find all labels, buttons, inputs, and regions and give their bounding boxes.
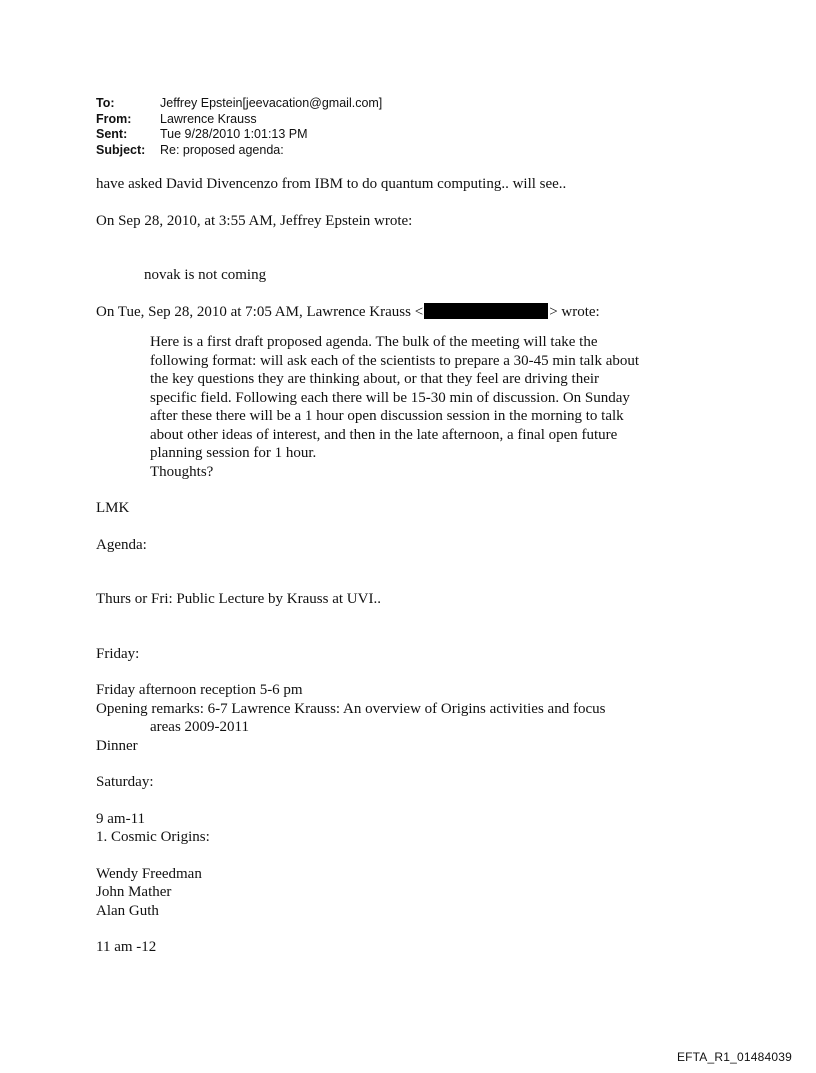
speaker-name: Wendy Freedman — [96, 865, 202, 882]
slot1-time: 9 am-11 — [96, 810, 146, 827]
slot1-title: 1. Cosmic Origins: — [96, 829, 210, 845]
speaker-name: Alan Guth — [96, 902, 159, 919]
quote2-line: planning session for 1 hour. — [150, 445, 317, 461]
sent-row — [96, 127, 382, 143]
quote2-line: following format: will ask each of the scientists to prepare a 30-45 min talk about — [150, 352, 640, 369]
quote2-attr-after: > wrote: — [549, 303, 600, 320]
quote1-text: novak is not coming — [144, 267, 267, 283]
sent-label: Sent: — [96, 127, 128, 141]
redaction-box — [424, 303, 548, 319]
to-label: To: — [96, 96, 115, 110]
to-row — [96, 96, 382, 112]
slot2-time: 11 am -12 — [96, 939, 157, 955]
opening-remarks: Opening remarks: 6-7 Lawrence Krauss: An overview of Origins activities and focus — [96, 700, 606, 717]
speaker-list — [96, 865, 696, 921]
quote1-attribution: On Sep 28, 2010, at 3:55 AM, Jeffrey Epstein wrote: — [96, 212, 413, 229]
quote2-line: Thoughts? — [150, 463, 214, 480]
from-value: Lawrence Krauss — [160, 111, 257, 126]
from-row — [96, 112, 382, 128]
agenda-heading: Agenda: — [96, 536, 147, 553]
subject-label: Subject: — [96, 142, 146, 157]
quote2-line: Here is a first draft proposed agenda. The bulk of the meeting will take the — [150, 334, 598, 350]
speaker-name: John Mather — [96, 884, 172, 900]
quote2-text — [96, 333, 696, 481]
quote2-line: about other ideas of interest, and then in the late afternoon, a final open future — [150, 426, 618, 443]
signature: LMK — [96, 500, 130, 516]
subject-value: Re: proposed agenda: — [160, 142, 284, 157]
document-id: EFTA_R1_01484039 — [676, 1050, 792, 1064]
opening-remarks-cont: areas 2009-2011 — [150, 719, 249, 735]
subject-row — [96, 143, 382, 159]
sent-value: Tue 9/28/2010 1:01:13 PM — [160, 127, 308, 141]
saturday-heading: Saturday: — [96, 774, 154, 790]
email-header — [96, 96, 382, 158]
email-body — [96, 175, 696, 957]
to-value: Jeffrey Epstein[jeevacation@gmail.com] — [160, 96, 383, 110]
quote2-attribution — [96, 303, 696, 322]
friday-heading: Friday: — [96, 645, 140, 662]
quote2-attr-before: On Tue, Sep 28, 2010 at 7:05 AM, Lawrence Krauss < — [96, 303, 424, 320]
friday-reception: Friday afternoon reception 5-6 pm — [96, 682, 303, 698]
from-label: From: — [96, 111, 132, 126]
public-lecture: Thurs or Fri: Public Lecture by Krauss at UVI.. — [96, 591, 381, 607]
quote2-line: specific field. Following each there will be 15-30 min of discussion. On Sunday — [150, 389, 630, 406]
reply-text: have asked David Divencenzo from IBM to do quantum computing.. will see.. — [96, 176, 567, 192]
quote2-line: the key questions they are thinking about, or that they feel are driving their — [150, 371, 600, 387]
quote2-line: after these there will be a 1 hour open discussion session in the morning to talk — [150, 408, 624, 424]
dinner: Dinner — [96, 737, 138, 754]
